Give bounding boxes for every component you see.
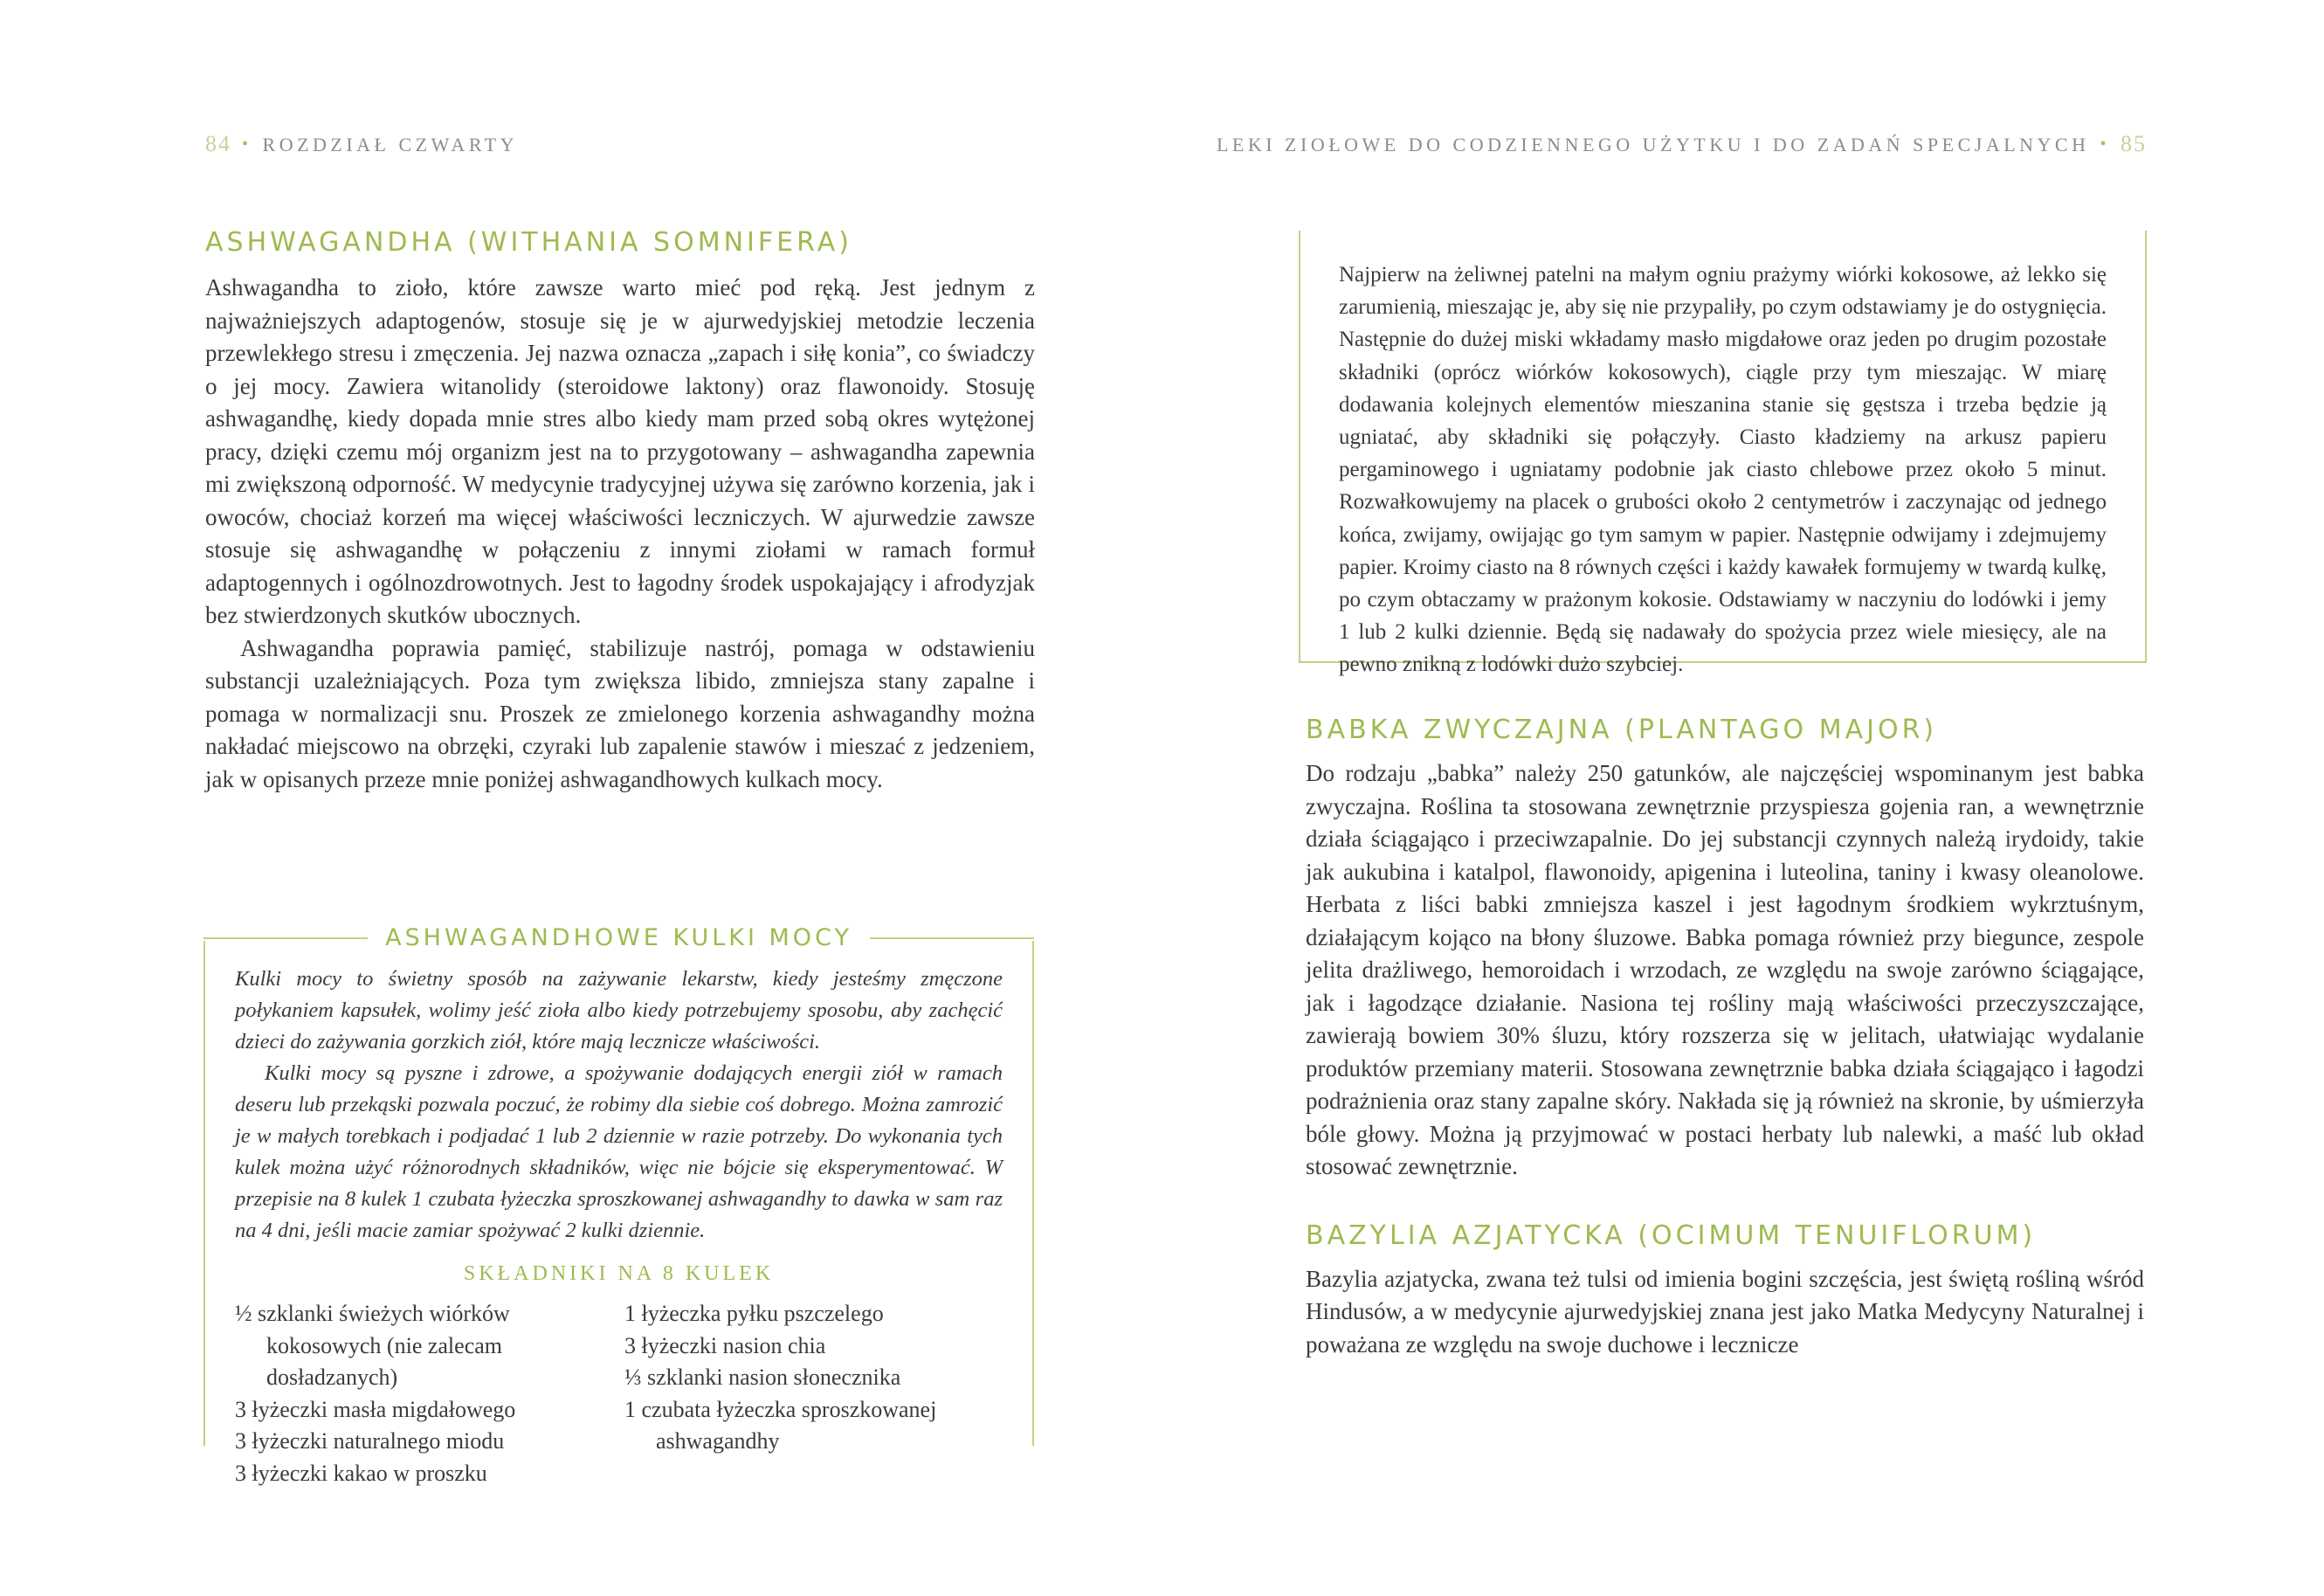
title-rule-left xyxy=(203,937,368,939)
ingredient-item: 1 czubata łyżeczka sproszkowanej ashwagandhy xyxy=(624,1396,937,1454)
page-number-right: 85 xyxy=(2121,131,2147,156)
recipe-method-paragraph: Najpierw na żeliwnej patelni na małym ogniu prażymy wiórki kokosowe, aż lekko się zarumienią, mieszając je, aby się nie przypaliły, po czym odstawiamy je do ostygnięcia. Następnie do dużej miski wkładamy masło migdałowe oraz jeden po drugim pozostałe składniki (oprócz wiórków kokosowych), ciągle przy tym mieszając. W miarę dodawania kolejnych elementów mieszanina stanie się gęstsza i trzeba będzie ją ugniatać, aby składniki się połączyły. Ciasto kładziemy na arkusz papieru pergaminowego i ugniatamy podobnie jak ciasto chlebowe przez około 5 minut. Rozwałkowujemy na placek o grubości około 2 centymetrów i zaczynając od jednego końca, zwijamy, owijając go tym samym w papier. Następnie odwijamy i zdejmujemy papier. Kroimy ciasto na 8 równych części i każdy kawałek formujemy w twardą kulkę, po czym obtaczamy w prażonym kokosie. Odstawiamy w naczyniu do lodówki i jemy 1 lub 2 kulki dziennie. Będą się nadawały do spożycia przez wiele miesięcy, ale na pewno znikną z lodówki dużo szybciej. xyxy=(1339,263,2107,677)
ingredients-column-left xyxy=(235,1298,609,1489)
recipe-box-body xyxy=(205,941,1032,1489)
section-heading-ashwagandha: ASHWAGANDHA (WITHANIA SOMNIFERA) xyxy=(205,227,852,258)
running-head-left xyxy=(205,131,518,157)
ingredient-item: 1 łyżeczka pyłku pszczelego xyxy=(624,1301,884,1326)
ingredient-item: 3 łyżeczki masła migdałowego xyxy=(235,1396,516,1422)
babka-paragraph: Do rodzaju „babka” należy 250 gatunków, ale najczęściej wspominanym jest babka zwyczajna. Roślina ta stosowana zewnętrznie przyspiesza gojenia ran, a wewnętrznie działa ściągająco i przeciwzapalnie. Do jej substancji czynnych należą irydoidy, takie jak aukubina i katalpol, flawonoidy, apigenina i luteolina, taniny i kwasy oleanolowe. Herbata z liści babki zmniejsza kaszel i jest łagodnym środkiem wykrztuśnym, działającym kojąco na błony śluzowe. Babka pomaga również przy biegunce, zespole jelita drażliwego, hemoroidach i wrzodach, ze względu na swoje zarówno ściągające, jak i łagodzące działanie. Nasiona tej rośliny mają właściwości przeczyszczające, zawierają bowiem 30% śluzu, który rozszerza się w jelitach, ułatwiając wydalanie produktów przemiany materii. Stosowana zewnętrznie babka działa ściągająco i łagodzi podrażnienia oraz stany zapalne skóry. Nakłada się ją również na skronie, by uśmierzyła bóle głowy. Można ją przyjmować w postaci herbaty lub nalewki, a maść lub okład stosować zewnętrznie. xyxy=(1306,760,2144,1179)
head-bullet-left: • xyxy=(242,135,252,154)
title-rule-right xyxy=(870,937,1034,939)
bazylia-paragraph: Bazylia azjatycka, zwana też tulsi od imienia bogini szczęścia, jest świętą rośliną wśród Hindusów, a w medycynie ajurwedyjskiej znana jest jako Matka Medycyny Naturalnej i poważana ze względu na swoje duchowe i lecznicze xyxy=(1306,1265,2144,1358)
recipe-intro-paragraph-2: Kulki mocy są pyszne i zdrowe, a spożywanie dodających energii ziół w ramach deseru lub przekąski pozwala poczuć, że robimy dla siebie coś dobrego. Można zamrozić je w małych torebkach i podjadać 1 lub 2 dziennie w razie potrzeby. Do wykonania tych kulek można użyć różnorodnych składników, więc nie bójcie się eksperymentować. W przepisie na 8 kulek 1 czubata łyżeczka sproszkowanej ashwagandhy to dawka w sam raz na 4 dni, jeśli macie zamiar spożywać 2 kulki dziennie. xyxy=(235,1061,1003,1242)
ingredient-item: 3 łyżeczki kakao w proszku xyxy=(235,1460,487,1486)
recipe-intro-paragraph-1: Kulki mocy to świetny sposób na zażywanie lekarstw, kiedy jesteśmy zmęczone połykaniem kapsułek, wolimy jeść zioła albo kiedy potrzebujemy sposobu, aby zachęcić dzieci do zażywania gorzkich ziół, które mają lecznicze właściwości. xyxy=(235,967,1003,1054)
ashwagandha-paragraph-2: Ashwagandha poprawia pamięć, stabilizuje nastrój, pomaga w odstawieniu substancji uzależniających. Poza tym zwiększa libido, zmniejsza stany zapalne i pomaga w normalizacji snu. Proszek ze zmielonego korzenia ashwagandhy można nakładać miejscowo na obrzęki, czyraki lub zapalenie stawów i mieszać z jedzeniem, jak w opisanych przeze mnie poniżej ashwagandhowych kulkach mocy. xyxy=(205,634,1035,792)
running-head-right xyxy=(1217,131,2147,157)
right-page-column xyxy=(1306,715,2144,1361)
left-page-column xyxy=(205,227,1035,796)
running-head-left-title: ROZDZIAŁ CZWARTY xyxy=(262,134,518,155)
recipe-box-title-row xyxy=(203,924,1034,951)
section-heading-bazylia: BAZYLIA AZJATYCKA (OCIMUM TENUIFLORUM) xyxy=(1306,1219,2037,1251)
recipe-box-continuation xyxy=(1299,231,2147,677)
section-heading-babka: BABKA ZWYCZAJNA (PLANTAGO MAJOR) xyxy=(1306,715,1938,745)
ingredient-item: ½ szklanki świeżych wiórków kokosowych (nie zalecam dosładzanych) xyxy=(235,1301,510,1390)
recipe-box-kulki-mocy xyxy=(203,924,1034,1486)
ingredients-list xyxy=(235,1298,1003,1489)
head-bullet-right: • xyxy=(2100,135,2110,154)
running-head-right-title: LEKI ZIOŁOWE DO CODZIENNEGO UŻYTKU I DO ZADAŃ SPECJALNYCH xyxy=(1216,134,2090,155)
ashwagandha-paragraph-1: Ashwagandha to zioło, które zawsze warto mieć pod ręką. Jest jednym z najważniejszych adaptogenów, stosuje się je w ajurwedyjskiej metodzie leczenia przewlekłego stresu i zmęczenia. Jej nazwa oznacza „zapach i siłę konia”, co świadczy o jej mocy. Zawiera witanolidy (steroidowe laktony) oraz flawonoidy. Stosuję ashwagandhę, kiedy dopada mnie stres albo kiedy mam przed sobą okres wytężonej pracy, dzięki czemu mój organizm jest na to przygotowany – ashwagandha zapewnia mi zwiększoną odporność. W medycynie tradycyjnej używa się zarówno korzenia, jak i owoców, chociaż korzeń ma więcej właściwości leczniczych. W ajurwedzie zawsze stosuje się ashwagandhę w połączeniu z innymi ziołami w ramach formuł adaptogennych i ogólnozdrowotnych. Jest to łagodny środek uspokajający i afrodyzjak bez stwierdzonych skutków ubocznych. xyxy=(205,274,1035,628)
ingredient-item: ⅓ szklanki nasion słonecznika xyxy=(624,1365,901,1390)
page-number-left: 84 xyxy=(205,131,231,156)
recipe-box-title: ASHWAGANDHOWE KULKI MOCY xyxy=(385,924,852,951)
ingredients-column-right xyxy=(624,1298,1000,1489)
ingredients-heading: SKŁADNIKI NA 8 KULEK xyxy=(463,1262,775,1285)
ingredient-item: 3 łyżeczki nasion chia xyxy=(624,1332,826,1358)
ingredient-item: 3 łyżeczki naturalnego miodu xyxy=(235,1428,505,1454)
